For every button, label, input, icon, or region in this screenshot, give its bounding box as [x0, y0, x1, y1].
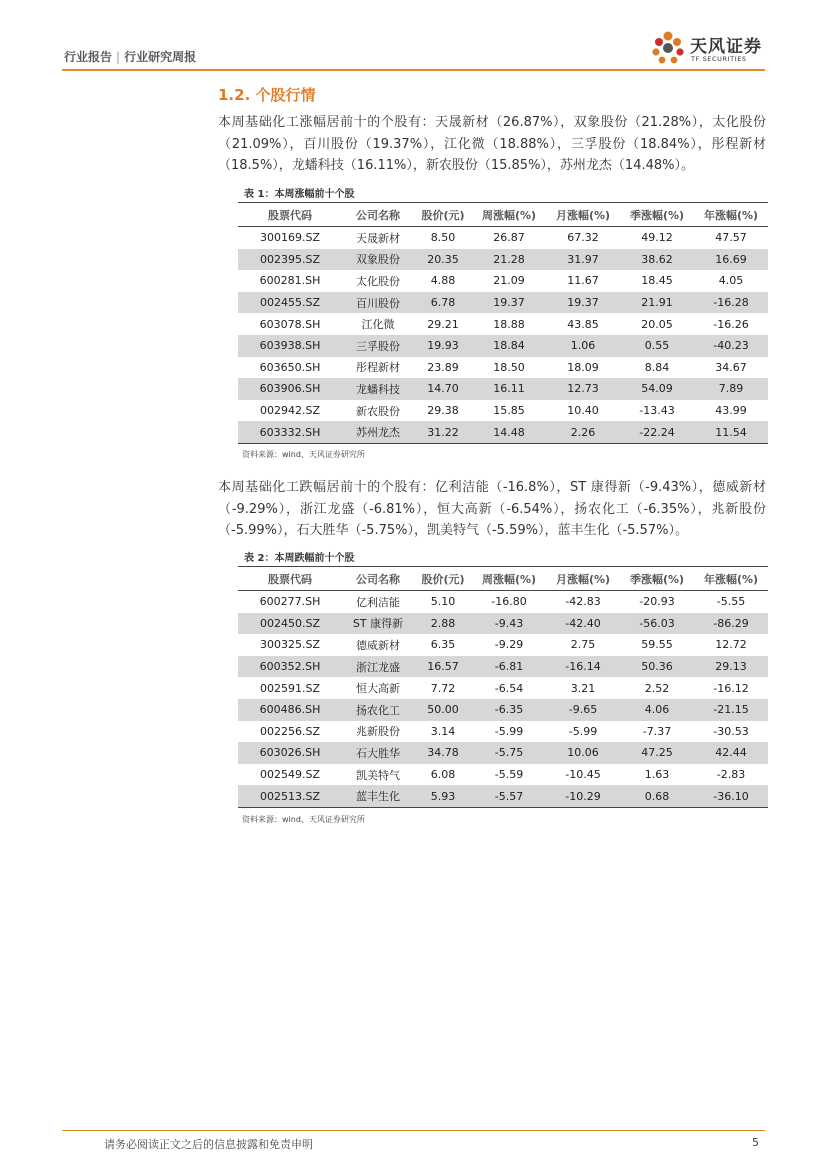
cell-price: 6.35	[430, 638, 456, 652]
cell-week: -16.80	[491, 595, 527, 609]
cell-code: 603078.SH	[259, 317, 321, 331]
cell-code: 300325.SZ	[259, 638, 320, 652]
cell-month: 12.73	[546, 378, 620, 400]
cell-month: 10.06	[546, 742, 620, 764]
cell-code: 600352.SH	[238, 656, 342, 678]
footer-divider	[62, 1130, 765, 1131]
cell-week: 14.48	[472, 421, 546, 443]
table-row	[238, 677, 768, 699]
cell-month: 43.85	[567, 317, 599, 331]
cell-name: 江化微	[361, 318, 395, 332]
cell-year: 16.69	[694, 249, 768, 271]
table-row	[238, 591, 768, 613]
cell-week: 26.87	[493, 231, 525, 245]
cell-month: 31.97	[546, 249, 620, 271]
cell-code: 600486.SH	[238, 699, 342, 721]
cell-price: 23.89	[427, 360, 459, 374]
cell-week: -6.35	[472, 699, 546, 721]
cell-year: -16.12	[713, 681, 749, 695]
cell-year: 12.72	[715, 638, 747, 652]
col-header-quarter: 季涨幅(%)	[620, 203, 694, 227]
col-header-week: 周涨幅(%)	[472, 203, 546, 227]
cell-name: 石大胜华	[342, 742, 414, 764]
table-row	[238, 227, 768, 249]
table-row	[238, 378, 768, 400]
table-row	[238, 400, 768, 422]
company-logo	[650, 26, 765, 68]
cell-year: -21.15	[694, 699, 768, 721]
cell-year: 47.57	[715, 231, 747, 245]
losers-paragraph: 本周基础化工跌幅居前十的个股有：亿利洁能（-16.8%），ST 康得新（-9.43%），德威新材（-9.29%），浙江龙盛（-6.81%），恒大高新（-6.54%），扬农化工（-6.35%），兆新股份（-5.99%），石大胜华（-5.75%），凯美特气（-5.59%），蓝丰生化（-5.57%）。	[218, 480, 766, 538]
cell-quarter: 49.12	[641, 231, 673, 245]
cell-quarter: 54.09	[620, 378, 694, 400]
col-header-week: 周涨幅(%)	[472, 567, 546, 591]
cell-week: -5.75	[472, 742, 546, 764]
cell-code: 603650.SH	[259, 360, 321, 374]
cell-quarter: 47.25	[620, 742, 694, 764]
cell-name: 恒大高新	[356, 682, 400, 696]
cell-year: 42.44	[694, 742, 768, 764]
cell-price: 29.21	[427, 317, 459, 331]
cell-week: 18.50	[493, 360, 525, 374]
cell-month: 18.09	[567, 360, 599, 374]
cell-name: 龙蟠科技	[342, 378, 414, 400]
cell-name: 新农股份	[356, 404, 400, 418]
table2-caption: 表 2：本周跌幅前十个股	[244, 553, 355, 564]
cell-quarter: 59.55	[641, 638, 673, 652]
cell-price: 29.38	[427, 404, 459, 418]
cell-week: -5.59	[494, 768, 524, 782]
table-row	[238, 764, 768, 786]
cell-name: 德威新材	[356, 638, 400, 652]
section-title: 1.2. 个股行情	[218, 86, 316, 104]
cell-name: 亿利洁能	[356, 595, 400, 609]
cell-week: -9.43	[472, 613, 546, 635]
cell-month: -10.45	[565, 768, 601, 782]
category-separator: |	[116, 50, 121, 64]
cell-price: 2.88	[414, 613, 472, 635]
cell-week: 18.88	[493, 317, 525, 331]
col-header-year: 年涨幅(%)	[694, 203, 768, 227]
cell-quarter: 1.63	[644, 768, 670, 782]
cell-month: -42.40	[546, 613, 620, 635]
col-header-price: 股价(元)	[414, 203, 472, 227]
cell-quarter: 18.45	[641, 274, 673, 288]
table-row	[238, 656, 768, 678]
cell-month: -42.83	[565, 595, 601, 609]
table-row	[238, 742, 768, 764]
table-row	[238, 335, 768, 357]
cell-year: -16.26	[713, 317, 749, 331]
cell-name: 浙江龙盛	[342, 656, 414, 678]
cell-name: 双象股份	[342, 249, 414, 271]
cell-code: 603332.SH	[238, 421, 342, 443]
table1-caption: 表 1：本周涨幅前十个股	[244, 189, 355, 200]
gainers-table-body	[238, 227, 768, 444]
logo-chinese-name: 天风证券	[690, 37, 762, 57]
cell-code: 300169.SZ	[259, 231, 320, 245]
table-row	[238, 249, 768, 271]
gainers-table	[238, 202, 768, 444]
cell-month: 2.26	[546, 421, 620, 443]
table-row	[238, 270, 768, 292]
cell-code: 002455.SZ	[238, 292, 342, 314]
cell-week: 21.28	[472, 249, 546, 271]
cell-quarter: 20.05	[641, 317, 673, 331]
cell-year: -40.23	[694, 335, 768, 357]
cell-name: 蓝丰生化	[342, 785, 414, 807]
cell-month: -10.29	[546, 785, 620, 807]
col-header-code: 股票代码	[238, 203, 342, 227]
category-label: 行业报告	[64, 50, 113, 64]
cell-quarter: 21.91	[620, 292, 694, 314]
cell-month: -16.14	[546, 656, 620, 678]
subcategory-label: 行业研究周报	[124, 50, 197, 64]
cell-quarter: -7.37	[642, 724, 672, 738]
cell-month: 11.67	[567, 274, 599, 288]
cell-month: -9.65	[546, 699, 620, 721]
cell-quarter: 38.62	[620, 249, 694, 271]
cell-week: -9.29	[494, 638, 524, 652]
cell-price: 34.78	[414, 742, 472, 764]
gainers-paragraph: 本周基础化工涨幅居前十的个股有：天晟新材（26.87%），双象股份（21.28%），太化股份（21.09%），百川股份（19.37%），江化微（18.88%），三孚股份（18.84%），彤程新材（18.5%），龙蟠科技（16.11%），新农股份（15.85%），苏州龙杰（14.48%）。	[218, 115, 766, 173]
cell-month: 3.21	[570, 681, 596, 695]
cell-quarter: 2.52	[644, 681, 670, 695]
cell-price: 3.14	[430, 724, 456, 738]
cell-name: 百川股份	[342, 292, 414, 314]
cell-price: 7.72	[430, 681, 456, 695]
page-number: 5	[752, 1136, 759, 1149]
cell-code: 002942.SZ	[259, 404, 320, 418]
cell-name: 太化股份	[356, 274, 400, 288]
cell-code: 002395.SZ	[238, 249, 342, 271]
table-row	[238, 721, 768, 743]
cell-code: 603938.SH	[238, 335, 342, 357]
table-row	[238, 634, 768, 656]
cell-week: 18.84	[472, 335, 546, 357]
cell-year: -16.28	[694, 292, 768, 314]
cell-quarter: 0.68	[620, 785, 694, 807]
col-header-month: 月涨幅(%)	[546, 567, 620, 591]
cell-price: 6.78	[414, 292, 472, 314]
cell-quarter: 50.36	[620, 656, 694, 678]
table-header-row	[238, 203, 768, 227]
cell-month: 10.40	[567, 404, 599, 418]
cell-name: 三孚股份	[342, 335, 414, 357]
cell-quarter: 4.06	[620, 699, 694, 721]
cell-year: 34.67	[715, 360, 747, 374]
cell-week: 15.85	[493, 404, 525, 418]
cell-month: 67.32	[567, 231, 599, 245]
cell-week: -5.99	[494, 724, 524, 738]
col-header-code: 股票代码	[238, 567, 342, 591]
cell-year: -30.53	[713, 724, 749, 738]
table-row	[238, 313, 768, 335]
cell-price: 5.93	[414, 785, 472, 807]
col-header-name: 公司名称	[342, 203, 414, 227]
cell-week: 16.11	[472, 378, 546, 400]
col-header-name: 公司名称	[342, 567, 414, 591]
table-row	[238, 292, 768, 314]
cell-month: 19.37	[546, 292, 620, 314]
header-divider	[62, 69, 765, 71]
logo-mark-icon	[650, 26, 686, 68]
cell-year: 4.05	[718, 274, 744, 288]
cell-name: 扬农化工	[342, 699, 414, 721]
col-header-quarter: 季涨幅(%)	[620, 567, 694, 591]
losers-table-body	[238, 591, 768, 808]
cell-week: -6.81	[472, 656, 546, 678]
cell-price: 50.00	[414, 699, 472, 721]
cell-code: 002450.SZ	[238, 613, 342, 635]
col-header-month: 月涨幅(%)	[546, 203, 620, 227]
cell-quarter: 8.84	[644, 360, 670, 374]
cell-year: 7.89	[694, 378, 768, 400]
cell-name: 凯美特气	[356, 768, 400, 782]
footer-disclaimer: 请务必阅读正文之后的信息披露和免责申明	[104, 1138, 313, 1151]
cell-year: -2.83	[716, 768, 746, 782]
losers-table	[238, 566, 768, 808]
col-header-price: 股价(元)	[414, 567, 472, 591]
cell-month: -5.99	[568, 724, 598, 738]
cell-price: 8.50	[430, 231, 456, 245]
cell-name: 苏州龙杰	[342, 421, 414, 443]
cell-price: 16.57	[414, 656, 472, 678]
cell-week: 19.37	[472, 292, 546, 314]
cell-price: 31.22	[414, 421, 472, 443]
cell-price: 14.70	[414, 378, 472, 400]
cell-code: 002591.SZ	[259, 681, 320, 695]
cell-price: 5.10	[430, 595, 456, 609]
table-row	[238, 357, 768, 379]
cell-year: 29.13	[694, 656, 768, 678]
table-header-row	[238, 567, 768, 591]
report-category	[64, 48, 196, 65]
cell-code: 002513.SZ	[238, 785, 342, 807]
cell-quarter: -20.93	[639, 595, 675, 609]
cell-quarter: -13.43	[639, 404, 675, 418]
cell-name: 天晟新材	[356, 231, 400, 245]
cell-code: 600281.SH	[259, 274, 321, 288]
cell-year: 43.99	[715, 404, 747, 418]
cell-name: ST 康得新	[342, 613, 414, 635]
cell-code: 002256.SZ	[259, 724, 320, 738]
table-row	[238, 785, 768, 807]
cell-year: -36.10	[694, 785, 768, 807]
cell-price: 19.93	[414, 335, 472, 357]
cell-week: -5.57	[472, 785, 546, 807]
cell-quarter: -56.03	[620, 613, 694, 635]
cell-quarter: 0.55	[620, 335, 694, 357]
cell-month: 1.06	[546, 335, 620, 357]
cell-week: -6.54	[494, 681, 524, 695]
cell-quarter: -22.24	[620, 421, 694, 443]
col-header-year: 年涨幅(%)	[694, 567, 768, 591]
cell-month: 2.75	[570, 638, 596, 652]
cell-name: 彤程新材	[356, 361, 400, 375]
table2-source: 资料来源：wind、天风证券研究所	[242, 815, 365, 824]
table-row	[238, 699, 768, 721]
cell-year: -5.55	[716, 595, 746, 609]
cell-name: 兆新股份	[356, 725, 400, 739]
cell-price: 6.08	[430, 768, 456, 782]
cell-price: 4.88	[430, 274, 456, 288]
cell-price: 20.35	[414, 249, 472, 271]
logo-english-name: TF SECURITIES	[691, 55, 747, 63]
cell-code: 603026.SH	[238, 742, 342, 764]
cell-code: 600277.SH	[259, 595, 321, 609]
table-row	[238, 613, 768, 635]
table1-source: 资料来源：wind、天风证券研究所	[242, 450, 365, 459]
cell-week: 21.09	[493, 274, 525, 288]
cell-year: 11.54	[694, 421, 768, 443]
cell-code: 002549.SZ	[259, 768, 320, 782]
cell-code: 603906.SH	[238, 378, 342, 400]
cell-year: -86.29	[694, 613, 768, 635]
table-row	[238, 421, 768, 443]
